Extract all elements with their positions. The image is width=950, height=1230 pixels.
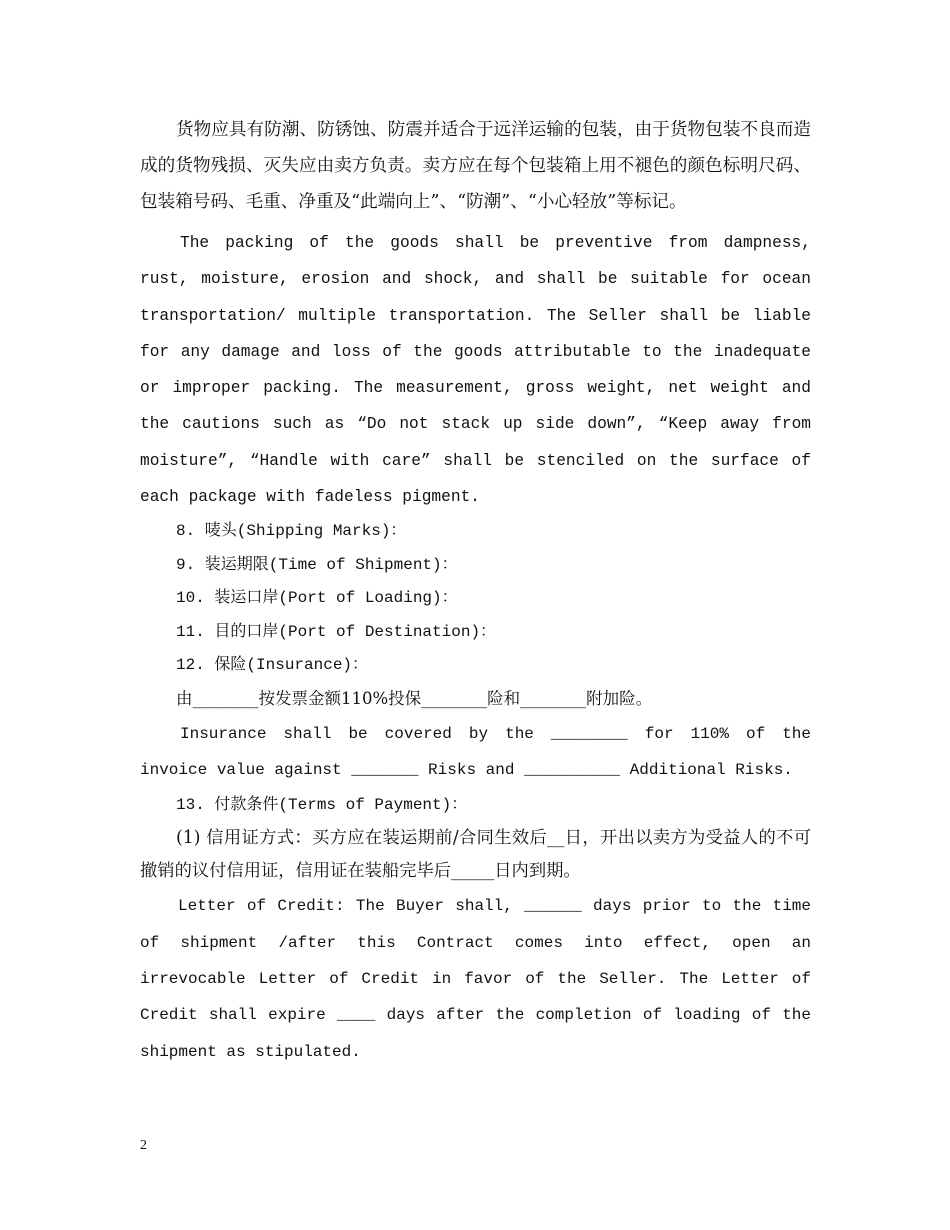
insurance-clause-chinese: 由________按发票金额110%投保________险和________附加险。 — [176, 689, 653, 709]
port-of-destination-item: 11. 目的口岸(Port of Destination)： — [176, 622, 497, 641]
port-of-loading-item: 10. 装运口岸(Port of Loading)： — [176, 589, 458, 608]
insurance-heading: 12. 保险(Insurance)： — [176, 656, 369, 674]
letter-of-credit-clause-english: Letter of Credit: The Buyer shall, ______ days prior to the time of shipment /after this Contract comes into effect, open an irrevocable Letter of Credit in favor of the Seller. The Letter of Credit shall expire ____ days after the completion of loading of the shipment as stipulated. — [140, 897, 811, 1061]
shipping-marks-item: 8. 唛头(Shipping Marks)： — [176, 522, 407, 541]
packing-clause-chinese: 货物应具有防潮、防锈蚀、防震并适合于远洋运输的包装，由于货物包装不良而造成的货物残损、灭失应由卖方负责。卖方应在每个包装箱上用不褪色的颜色标明尺码、包装箱号码、毛重、净重及“此端向上”、“防潮”、“小心轻放”等标记。 — [140, 120, 811, 212]
insurance-clause-english: Insurance shall be covered by the ________ for 110% of the invoice value against _______ Risks and __________ Additional Risks. — [140, 724, 811, 780]
letter-of-credit-clause-chinese: (1) 信用证方式：买方应在装运期前/合同生效后__日，开出以卖方为受益人的不可撤销的议付信用证，信用证在装船完毕后_____日内到期。 — [140, 828, 811, 882]
page-number: 2 — [140, 1138, 147, 1153]
terms-of-payment-heading: 13. 付款条件(Terms of Payment)： — [176, 795, 468, 814]
packing-clause-english: The packing of the goods shall be preventive from dampness, rust, moisture, erosion and shock, and shall be suitable for ocean transportation/ multiple transportation. The Seller shall be liable for any damage and loss of the goods attributable to the inadequate or improper packing. The measurement, gross weight, net weight and the cautions such as “Do not stack up side down”, “Keep away from moisture”, “Handle with care” shall be stenciled on the surface of each package with fadeless pigment. — [140, 234, 811, 507]
time-of-shipment-item: 9. 装运期限(Time of Shipment)： — [176, 555, 458, 574]
document-body — [140, 112, 811, 1070]
